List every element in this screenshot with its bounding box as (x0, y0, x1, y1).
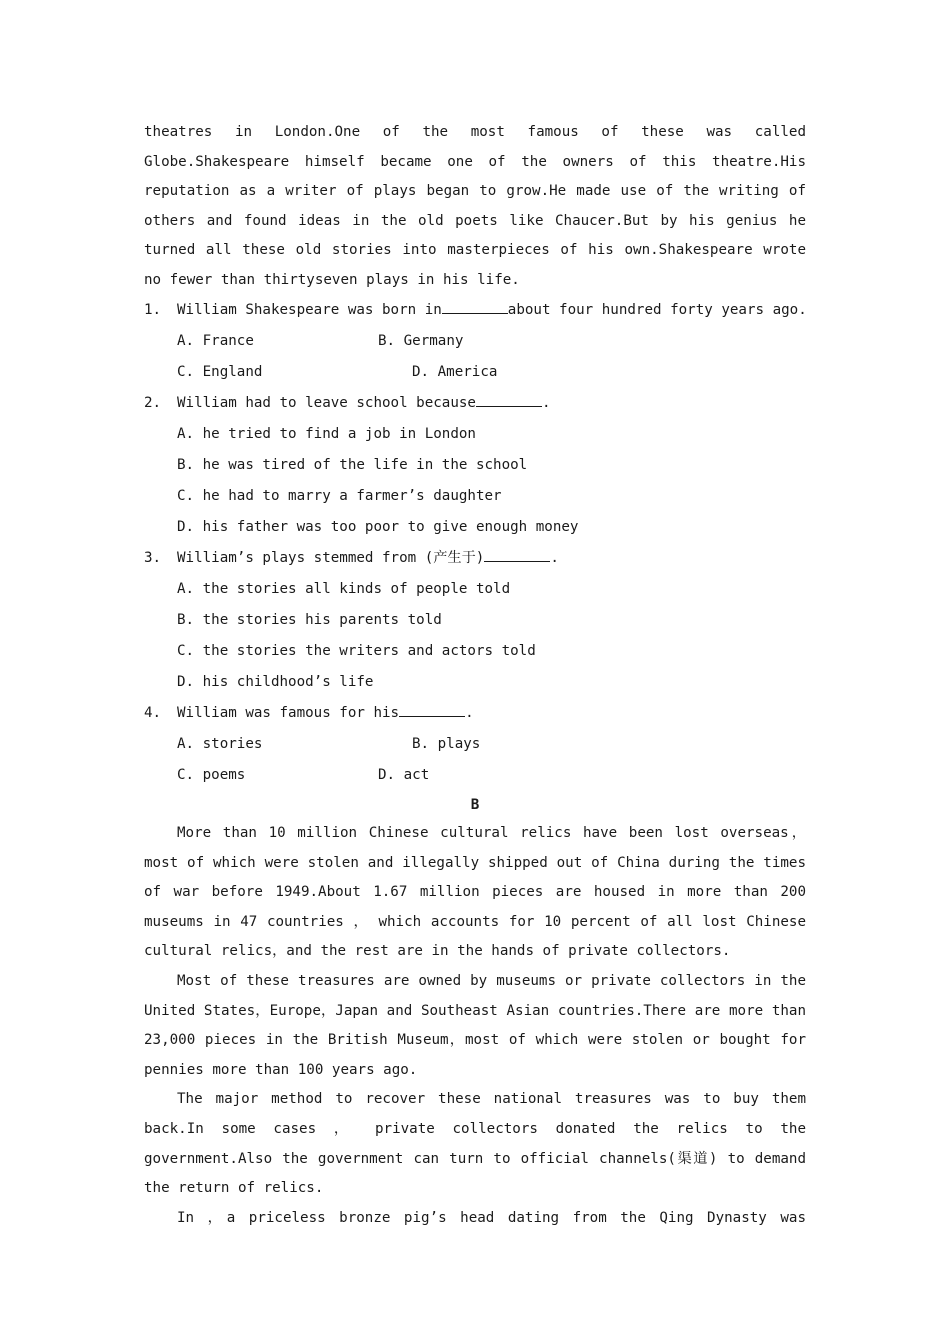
option-a[interactable]: A. France (177, 333, 254, 349)
question-2 (144, 388, 806, 543)
question-number: 1. (144, 302, 162, 318)
question-4 (144, 698, 806, 791)
question-1-stem (144, 295, 806, 326)
section-b-paragraph: In ，a priceless bronze pig’s head dating from the Qing Dynasty was (177, 1209, 806, 1226)
option-a[interactable]: A. stories (177, 736, 263, 752)
option-row (177, 357, 806, 388)
section-b-paragraph: Most of these treasures are owned by museums or private collectors in the United States，Europe，Japan and Southeast Asian countries.There are more than 23,000 pieces in the British Museum，most of which were stolen or bought for pennies more than 100 years ago. (144, 972, 806, 1078)
question-number: 2. (144, 395, 162, 411)
option-c[interactable]: C. poems (177, 767, 246, 783)
option-b[interactable]: B. Germany (378, 333, 464, 349)
option-row (177, 326, 806, 357)
passage-a-paragraph: theatres in London.One of the most famous of these was called Globe.Shakespeare himself became one of the owners of this theatre.His reputation as a writer of plays began to grow.He made use of the writing of others and found ideas in the old poets like Chaucer.But by his genius he turned all these old stories into masterpieces of his own.Shakespeare wrote no fewer than thirtyseven plays in his life. (144, 124, 806, 288)
option-a[interactable]: A. he tried to find a job in London (177, 426, 476, 442)
section-b-paragraph: The major method to recover these national treasures was to buy them back.In some cases ， private collectors donated the relics to the government.Also the government can turn to official channels(渠道) to demand the return of relics. (144, 1091, 806, 1197)
option-b[interactable]: B. plays (412, 736, 481, 752)
question-1 (144, 295, 806, 388)
option-c[interactable]: C. he had to marry a farmer’s daughter (177, 488, 502, 504)
question-stem-text: . (541, 395, 551, 411)
option-b[interactable]: B. the stories his parents told (177, 612, 442, 628)
question-4-stem (144, 698, 806, 729)
question-2-stem (144, 388, 806, 419)
option-row (177, 729, 806, 760)
question-stem-text: William had to leave school because (177, 395, 476, 411)
option-c[interactable]: C. the stories the writers and actors told (177, 643, 536, 659)
question-stem-text: William Shakespeare was born in (177, 302, 442, 318)
option-d[interactable]: D. his father was too poor to give enough money (177, 519, 579, 535)
option-d[interactable]: D. his childhood’s life (177, 674, 374, 690)
option-a[interactable]: A. the stories all kinds of people told (177, 581, 511, 597)
question-stem-text: William was famous for his (177, 705, 400, 721)
answer-blank[interactable] (399, 702, 465, 717)
option-row (177, 760, 806, 791)
question-stem-text: William’s plays stemmed from (产生于) (177, 550, 485, 566)
question-stem-text: . (465, 705, 474, 721)
document-page (144, 118, 806, 1233)
answer-blank[interactable] (484, 547, 550, 562)
section-b-paragraph: More than 10 million Chinese cultural relics have been lost overseas，most of which were stolen and illegally shipped out of China during the times of war before 1949.About 1.67 million pieces are housed in more than 200 museums in 47 countries ， which accounts for 10 percent of all lost Chinese cultural relics，and the rest are in the hands of private collectors. (144, 825, 806, 960)
option-d[interactable]: D. act (378, 767, 430, 783)
question-number: 3. (144, 550, 162, 566)
answer-blank[interactable] (442, 299, 508, 314)
option-b[interactable]: B. he was tired of the life in the school (177, 457, 528, 473)
question-stem-text: . (550, 550, 559, 566)
answer-blank[interactable] (476, 392, 542, 407)
question-3-stem (144, 543, 806, 574)
question-number: 4. (144, 705, 162, 721)
section-title: B (470, 797, 480, 813)
option-c[interactable]: C. England (177, 364, 263, 380)
option-d[interactable]: D. America (412, 364, 498, 380)
question-stem-text: about four hundred forty years ago. (507, 302, 807, 318)
question-3 (144, 543, 806, 698)
